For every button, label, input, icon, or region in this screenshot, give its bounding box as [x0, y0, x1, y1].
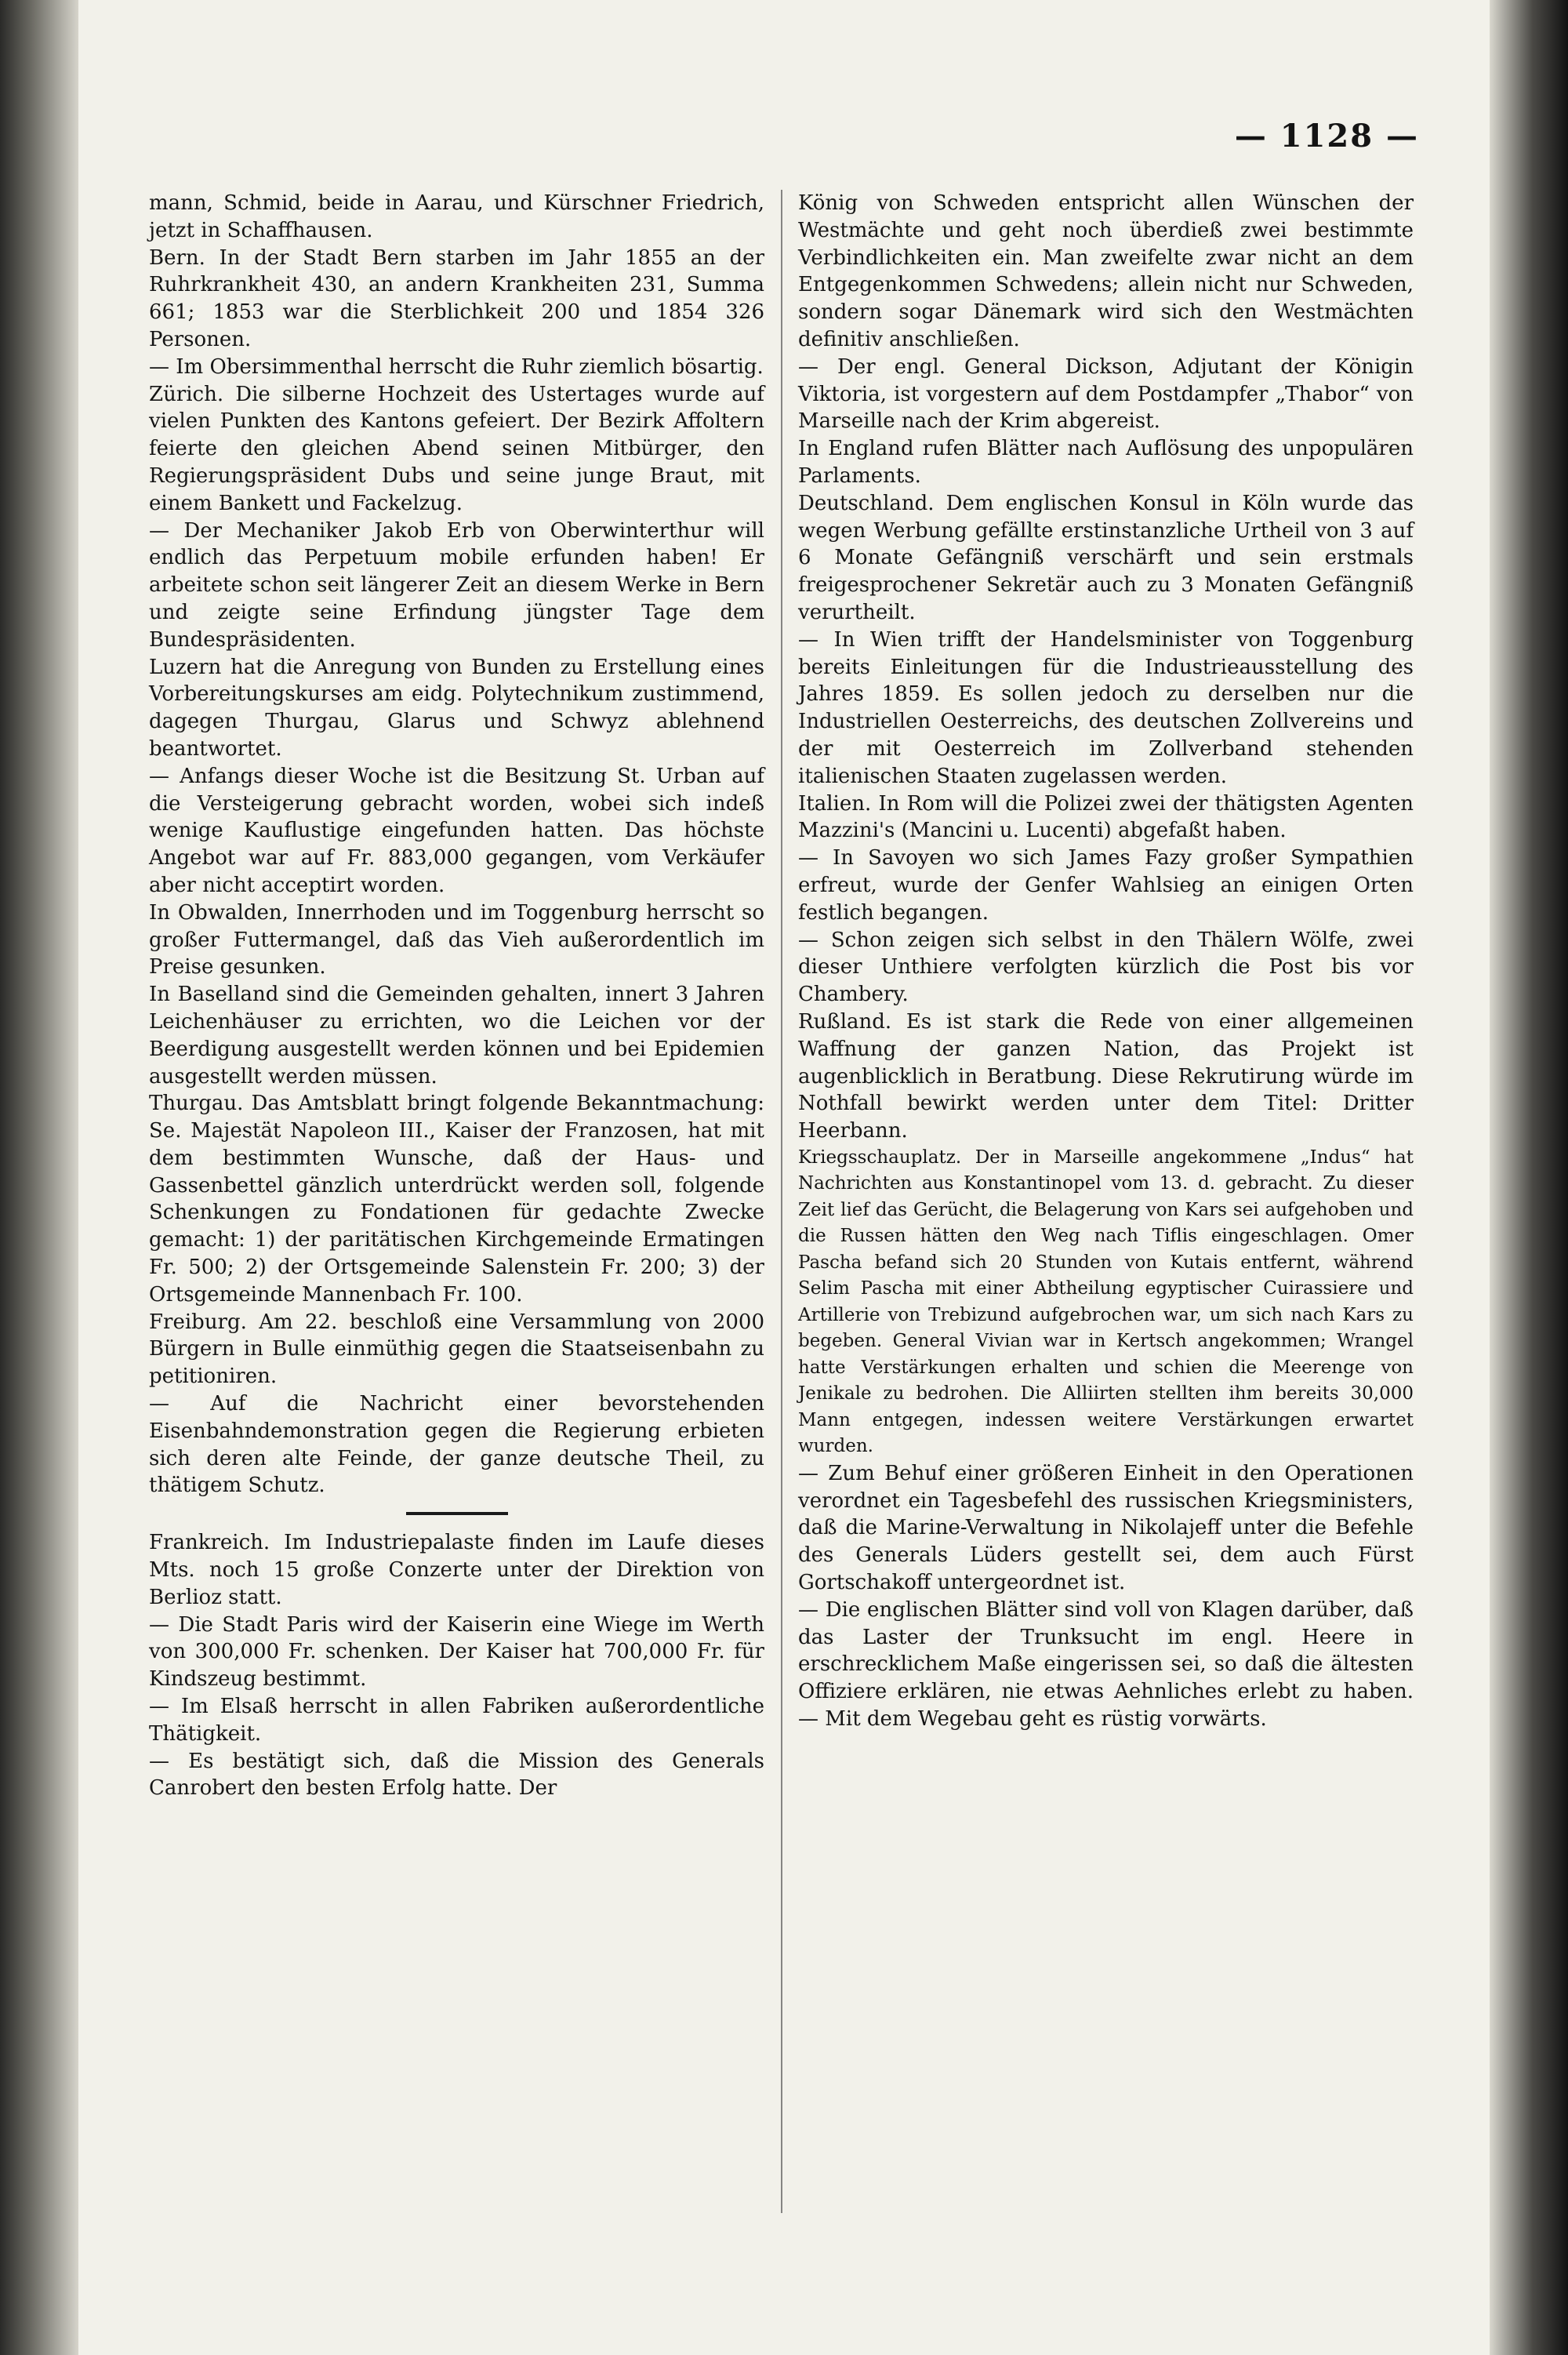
paragraph: — Die Stadt Paris wird der Kaiserin eine Wiege im Werth von 300,000 Fr. schenken. Der Kaiser hat 700,000 Fr. für Kindszeug bestimmt. — [149, 1612, 764, 1692]
paragraph: mann, Schmid, beide in Aarau, und Kürschner Friedrich, jetzt in Schaffhausen. — [149, 191, 764, 242]
paragraph: In Baselland sind die Gemeinden gehalten, innert 3 Jahren Leichenhäuser zu errichten, wo die Leichen vor der Beerdigung ausgestellt werden können und bei Epidemien ausgestellt werden müssen. — [149, 983, 764, 1088]
paragraph: — Es bestätigt sich, daß die Mission des Generals Canrobert den besten Erfolg hatte. Der — [149, 1749, 764, 1801]
paragraph: — Im Obersimmenthal herrscht die Ruhr ziemlich bösartig. — [149, 354, 764, 379]
paragraph: — Die englischen Blätter sind voll von Klagen darüber, daß das Laster der Trunksucht im engl. Heere in erschrecklichem Maße eingerissen sei, so daß die ältesten Offiziere erklären, nie etwas Aehnliches erlebt zu haben. — Mit dem Wegebau geht es rüstig vorwärts. — [798, 1597, 1414, 1732]
paragraph: — In Savoyen wo sich James Fazy großer Sympathien erfreut, wurde der Genfer Wahlsieg an einigen Orten festlich begangen. — [798, 846, 1414, 925]
paragraph: König von Schweden entspricht allen Wünschen der Westmächte und geht noch überdieß zwei bestimmte Verbindlichkeiten ein. Man zweifelte zwar nicht an dem Entgegenkommen Schwedens; allein nicht nur Schweden, sondern sogar Dänemark wird sich den Westmächten definitiv anschließen. — [798, 191, 1414, 351]
paragraph: Rußland. Es ist stark die Rede von einer allgemeinen Waffnung der ganzen Nation, das Projekt ist augenblicklich in Beratbung. Diese Rekrutirung würde im Nothfall bewirkt werden unter dem Titel: Dritter Heerbann. — [798, 1009, 1414, 1143]
page-number: — 1128 — — [1234, 118, 1419, 154]
scan-edge-left — [0, 0, 78, 2355]
paragraph: Italien. In Rom will die Polizei zwei der thätigsten Agenten Mazzini's (Mancini u. Lucenti) abgefaßt haben. — [798, 791, 1414, 843]
paragraph: Thurgau. Das Amtsblatt bringt folgende Bekanntmachung: Se. Majestät Napoleon III., Kaiser der Franzosen, hat mit dem bestimmten Wunsche, daß der Haus- und Gassenbettel gänzlich unterdrückt werden soll, folgende Schenkungen zu Fondationen für gedachte Zwecke gemacht: 1) der paritätischen Kirchgemeinde Ermatingen Fr. 500; 2) der Ortsgemeinde Salenstein Fr. 200; 3) der Ortsgemeinde Mannenbach Fr. 100. — [149, 1092, 764, 1307]
paragraph: Bern. In der Stadt Bern starben im Jahr 1855 an der Ruhrkrankheit 430, an andern Krankheiten 231, Summa 661; 1853 war die Sterblichkeit 200 und 1854 326 Personen. — [149, 245, 764, 351]
paragraph: In England rufen Blätter nach Auflösung des unpopulären Parlaments. — [798, 437, 1414, 488]
paragraph: Zürich. Die silberne Hochzeit des Ustertages wurde auf vielen Punkten des Kantons gefeiert. Der Bezirk Affoltern feierte den gleichen Abend seinen Mitbürger, den Regierungspräsident Dubs und seine junge Braut, mit einem Bankett und Fackelzug. — [149, 382, 764, 515]
paragraph: Freiburg. Am 22. beschloß eine Versammlung von 2000 Bürgern in Bulle einmüthig gegen die Staatseisenbahn zu petitioniren. — [149, 1310, 764, 1389]
paragraph: — Zum Behuf einer größeren Einheit in den Operationen verordnet ein Tagesbefehl des russischen Kriegsministers, daß die Marine-Verwaltung in Nikolajeff unter die Befehle des Generals Lüders gestellt sei, dem auch Fürst Gortschakoff untergeordnet ist. — [798, 1461, 1414, 1595]
paragraph: — Der Mechaniker Jakob Erb von Oberwinterthur will endlich das Perpetuum mobile erfunden haben! Er arbeitete schon seit längerer Zeit an diesem Werke in Bern und zeigte seine Erfindung jüngster Tage dem Bundespräsidenten. — [149, 518, 764, 652]
left-column — [149, 190, 764, 1802]
scan-edge-right — [1490, 0, 1568, 2355]
paragraph: — Der engl. General Dickson, Adjutant der Königin Viktoria, ist vorgestern auf dem Postdampfer „Thabor“ von Marseille nach der Krim abgereist. — [798, 354, 1414, 434]
paragraph: — Im Elsaß herrscht in allen Fabriken außerordentliche Thätigkeit. — [149, 1695, 764, 1746]
paragraph: Deutschland. Dem englischen Konsul in Köln wurde das wegen Werbung gefällte erstinstanzliche Urtheil von 3 auf 6 Monate Gefängniß verschärft und sein erstmals freigesprochener Sekretär auch zu 3 Monaten Gefängniß verurtheilt. — [798, 491, 1414, 624]
right-column — [798, 190, 1414, 1733]
paragraph: — Anfangs dieser Woche ist die Besitzung St. Urban auf die Versteigerung gebracht worden, wobei sich indeß wenige Kauflustige eingefunden hatten. Das höchste Angebot war auf Fr. 883,000 gegangen, vom Verkäufer aber nicht acceptirt worden. — [149, 764, 764, 897]
paragraph: — Schon zeigen sich selbst in den Thälern Wölfe, zwei dieser Unthiere verfolgten kürzlich die Post bis vor Chambery. — [798, 928, 1414, 1007]
paragraph: Frankreich. Im Industriepalaste finden im Laufe dieses Mts. noch 15 große Conzerte unter der Direktion von Berlioz statt. — [149, 1531, 764, 1609]
newspaper-page — [149, 118, 1435, 2298]
column-divider — [781, 190, 782, 2213]
paragraph: In Obwalden, Innerrhoden und im Toggenburg herrscht so großer Futtermangel, daß das Vieh außerordentlich im Preise gesunken. — [149, 900, 764, 979]
section-divider — [406, 1512, 508, 1515]
paragraph: — In Wien trifft der Handelsminister von Toggenburg bereits Einleitungen für die Industrieausstellung des Jahres 1859. Es sollen jedoch zu derselben nur die Industriellen Oesterreichs, des deutschen Zollvereins und der mit Oesterreich im Zollverband stehenden italienischen Staaten zugelassen werden. — [798, 627, 1414, 788]
paragraph-small-print: Kriegsschauplatz. Der in Marseille angekommene „Indus“ hat Nachrichten aus Konstantinopel vom 13. d. gebracht. Zu dieser Zeit lief das Gerücht, die Belagerung von Kars sei aufgehoben und die Russen hätten den Weg nach Tiflis eingeschlagen. Omer Pascha befand sich 20 Stunden von Kutais entfernt, während Selim Pascha mit einer Abtheilung egyptischer Cuirassiere und Artillerie von Trebizund aufgebrochen war, um sich nach Kars zu begeben. General Vivian war in Kertsch angekommen; Wrangel hatte Verstärkungen erhalten und schien die Meerenge von Jenikale zu bedrohen. Die Alliirten stellten ihm bereits 30,000 Mann entgegen, indessen weitere Verstärkungen erwartet wurden. — [798, 1147, 1414, 1457]
paragraph: Luzern hat die Anregung von Bunden zu Erstellung eines Vorbereitungskurses am eidg. Polytechnikum zustimmend, dagegen Thurgau, Glarus und Schwyz ablehnend beantwortet. — [149, 655, 764, 761]
paragraph: — Auf die Nachricht einer bevorstehenden Eisenbahndemonstration gegen die Regierung erbieten sich deren alte Feinde, der ganze deutsche Theil, zu thätigem Schutz. — [149, 1392, 764, 1498]
